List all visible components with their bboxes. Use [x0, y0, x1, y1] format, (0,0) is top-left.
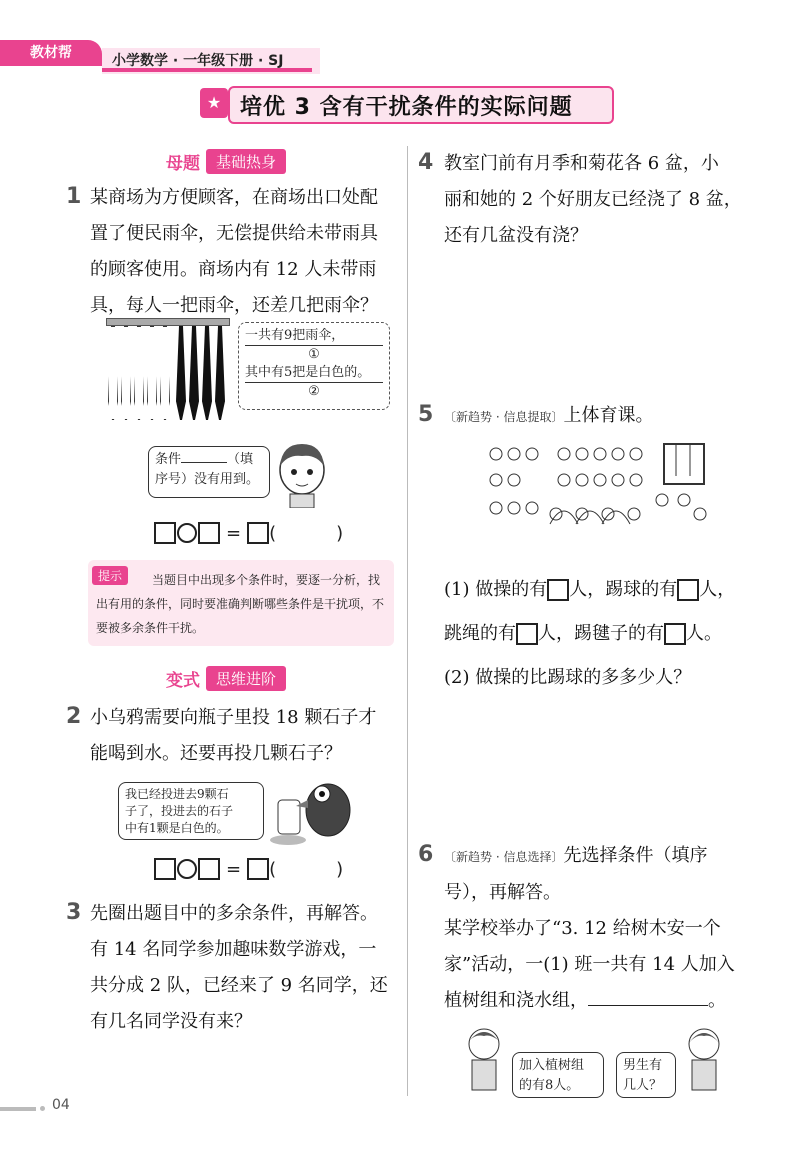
q1-text: 跳绳的有 [444, 623, 516, 644]
trend-tag: 〔新趋势 · 信息选择〕 [444, 850, 564, 864]
text-line: 还有几盆没有浇？ [444, 225, 588, 246]
white-umbrella [160, 326, 170, 420]
equals-sign: = [226, 522, 242, 544]
text-line: 教室门前有月季和菊花各 6 盆，小 [444, 153, 719, 174]
close-paren: ) [336, 858, 344, 880]
answer-box[interactable] [247, 522, 269, 544]
page-number: 04 [52, 1097, 70, 1113]
pe-class-illustration [486, 440, 710, 536]
bubble-text: 男生有 [623, 1058, 663, 1073]
crow-illustration [268, 770, 364, 846]
problem-number: 2 [66, 704, 82, 729]
q1-text: (1) 做操的有 [444, 579, 548, 600]
boy-speech-bubble [512, 1052, 604, 1098]
answer-box[interactable] [198, 858, 220, 880]
lesson-title-banner [200, 86, 614, 124]
problem-number: 1 [66, 184, 82, 209]
close-paren: ) [336, 522, 344, 544]
open-paren: ( [269, 858, 277, 880]
black-umbrella [189, 326, 199, 420]
speech-bubble [148, 446, 270, 498]
text-line: 有几名同学没有来？ [90, 1011, 252, 1032]
white-umbrella [134, 326, 144, 420]
section-main-label: 母题 [166, 153, 200, 174]
answer-box[interactable] [516, 623, 538, 645]
condition-blank[interactable] [588, 1005, 708, 1006]
text-line: 植树组和浇水组， [444, 990, 588, 1011]
condition-number-1: ① [308, 347, 320, 362]
answer-box[interactable] [677, 579, 699, 601]
white-umbrella [108, 326, 118, 420]
equation-2 [154, 858, 343, 880]
text-line: 有 14 名同学参加趣味数学游戏，一 [90, 939, 377, 960]
text-line: 的顾客使用。商场内有 12 人未带雨 [90, 259, 377, 280]
fill-blank[interactable] [181, 462, 227, 463]
note-line-2: 其中有5把是白色的。 [245, 364, 383, 383]
answer-box[interactable] [247, 858, 269, 880]
section-heading-variant [160, 665, 286, 691]
problem-number: 5 [418, 402, 434, 427]
text-line: 置了便民雨伞，无偿提供给未带雨具 [90, 223, 378, 244]
answer-box[interactable] [547, 579, 569, 601]
text-line: 号），再解答。 [444, 882, 561, 903]
text-line: 共分成 2 队，已经来了 9 名同学，还 [90, 975, 388, 996]
problem-3-text [90, 896, 404, 1040]
hint-tag: 提示 [92, 566, 128, 585]
section-sub-label: 基础热身 [206, 149, 286, 174]
problem-number: 3 [66, 900, 82, 925]
bubble-text: 我已经投进去9颗石 [125, 787, 229, 801]
bubble-text: 条件 [155, 452, 182, 467]
problem-2-text [90, 700, 404, 772]
q2-text: (2) 做操的比踢球的多多少人？ [444, 667, 692, 688]
girl-illustration [272, 436, 332, 508]
subject-label: 小学数学 · 一年级下册 · SJ [112, 53, 284, 69]
q1-text: 人，踢球的有 [569, 579, 678, 600]
text-line: 小乌鸦需要向瓶子里投 18 颗石子才 [90, 707, 377, 728]
section-heading-base [160, 148, 286, 174]
hint-text: 当题目中出现多个条件时，要逐一分析，找出有用的条件，同时要准确判断哪些条件是干扰项，不要被多余条件干扰。 [96, 573, 385, 635]
problem-6-text [444, 838, 784, 1019]
column-divider [407, 146, 408, 1096]
umbrella-rack [106, 318, 230, 326]
q1-text: 人，踢毽子的有 [538, 623, 664, 644]
problem-5-questions [444, 568, 784, 700]
q1-text: 人， [699, 579, 736, 600]
text-line: 。 [708, 990, 726, 1011]
problem-4-text [444, 146, 774, 254]
problem-5-heading: 上体育课。 [563, 405, 654, 426]
operator-circle[interactable] [177, 859, 197, 879]
bubble-text: 子了，投进去的石子 [125, 804, 234, 818]
text-line: 某学校举办了“3. 12 给树木安一个 [444, 918, 721, 939]
section-sub-label: 思维进阶 [206, 666, 286, 691]
boy-illustration [462, 1026, 506, 1096]
footer-dot [40, 1106, 45, 1111]
brand-tag: 教材帮 [0, 40, 102, 66]
problem-number: 6 [418, 842, 434, 867]
white-umbrella [121, 326, 131, 420]
open-paren: ( [269, 522, 277, 544]
white-umbrella [147, 326, 157, 420]
bubble-text: 的有8人。 [519, 1078, 580, 1093]
footer-bar [0, 1107, 36, 1111]
problem-5-title [444, 398, 774, 435]
text-line: 丽和她的 2 个好朋友已经浇了 8 盆， [444, 189, 742, 210]
operator-circle[interactable] [177, 523, 197, 543]
crow-speech-bubble [118, 782, 264, 840]
section-main-label: 变式 [166, 670, 200, 691]
hint-box [88, 560, 394, 646]
bubble-text: 序号）没有用到。 [155, 472, 260, 487]
trend-tag: 〔新趋势 · 信息提取〕 [444, 410, 564, 424]
text-line: 先圈出题目中的多余条件，再解答。 [90, 903, 378, 924]
equals-sign: = [226, 858, 242, 880]
star-icon: ★ [200, 88, 228, 118]
black-umbrella [202, 326, 212, 420]
black-umbrella [176, 326, 186, 420]
condition-note [238, 322, 390, 410]
black-umbrella [215, 326, 225, 420]
text-line: 能喝到水。还要再投几颗石子？ [90, 743, 342, 764]
note-line-1: 一共有9把雨伞， [245, 327, 383, 346]
bubble-text: 几人？ [623, 1078, 663, 1093]
answer-box[interactable] [154, 522, 176, 544]
text-line: 先选择条件（填序 [563, 845, 708, 866]
q1-text: 人。 [686, 623, 722, 644]
text-line: 具，每人一把雨伞，还差几把雨伞？ [90, 295, 378, 316]
answer-box[interactable] [198, 522, 220, 544]
girl-illustration [682, 1026, 726, 1096]
girl-speech-bubble [616, 1052, 676, 1098]
text-line: 某商场为方便顾客，在商场出口处配 [90, 187, 378, 208]
problem-1-text [90, 180, 404, 324]
answer-box[interactable] [154, 858, 176, 880]
bubble-text: （填 [227, 452, 254, 467]
text-line: 家”活动，一(1) 班一共有 14 人加入 [444, 954, 735, 975]
condition-number-2: ② [308, 384, 320, 399]
problem-number: 4 [418, 150, 434, 175]
bubble-text: 中有1颗是白色的。 [125, 821, 229, 835]
equation-1 [154, 522, 343, 544]
bubble-text: 加入植树组 [519, 1058, 585, 1073]
page-title: 培优 3 含有干扰条件的实际问题 [240, 95, 573, 120]
answer-box[interactable] [664, 623, 686, 645]
